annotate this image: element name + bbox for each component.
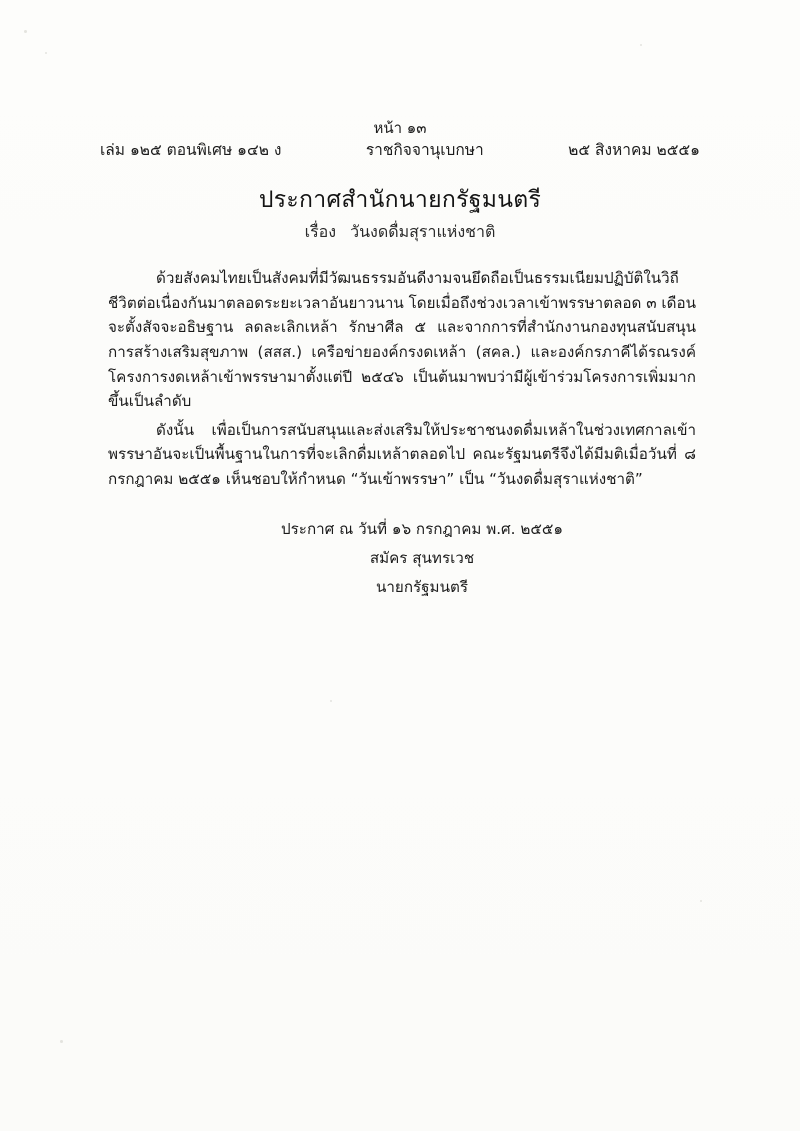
signature-date: ประกาศ ณ วันที่ ๑๖ กรกฎาคม พ.ศ. ๒๕๕๑ [281, 520, 563, 538]
gazette-header [100, 118, 700, 161]
subject-label: เรื่อง [304, 222, 337, 241]
document-body [108, 266, 696, 494]
document-subject [0, 220, 800, 245]
page-title: ประกาศสำนักนายกรัฐมนตรี [258, 187, 542, 213]
signatory-name: สมัคร สุนทรเวช [369, 548, 475, 567]
scan-speck [330, 700, 332, 702]
page-number-label: หน้า ๑๓ [373, 119, 427, 137]
scan-speck [700, 900, 702, 902]
scan-speck [60, 1040, 63, 1043]
publication-date: ๒๕ สิงหาคม ๒๕๕๑ [568, 141, 700, 160]
gazette-name: ราชกิจจานุเบกษา [365, 141, 484, 160]
signatory-role: นายกรัฐมนตรี [376, 577, 468, 596]
gazette-header-row [100, 140, 700, 161]
body-paragraph-1: ด้วยสังคมไทยเป็นสังคมที่มีวัฒนธรรมอันดีงามจนยึดถือเป็นธรรมเนียมปฏิบัติในวิถีชีวิตต่อเนื่องกันมาตลอดระยะเวลาอันยาวนาน โดยเมื่อถึงช่วงเวลาเข้าพรรษาตลอด ๓ เดือน จะตั้งสัจจะอธิษฐาน ลดละเลิกเหล้า รักษาศีล ๕ และจากการที่สำนักงานกองทุนสนับสนุนการสร้างเสริมสุขภาพ (สสส.) เครือข่ายองค์กรงดเหล้า (สคล.) และองค์กรภาคีได้รณรงค์โครงการงดเหล้าเข้าพรรษามาตั้งแต่ปี ๒๕๔๖ เป็นต้นมาพบว่ามีผู้เข้าร่วมโครงการเพิ่มมากขึ้นเป็นลำดับ [108, 269, 696, 411]
volume-info: เล่ม ๑๒๕ ตอนพิเศษ ๑๔๒ ง [100, 141, 282, 160]
scan-speck [45, 52, 47, 54]
signature-block [108, 515, 696, 602]
subject-text: วันงดดื่มสุราแห่งชาติ [350, 222, 496, 241]
scan-speck [24, 30, 27, 33]
scan-speck [640, 44, 642, 46]
body-paragraph-2: ดังนั้น เพื่อเป็นการสนับสนุนและส่งเสริมให้ประชาชนงดดื่มเหล้าในช่วงเทศกาลเข้าพรรษาอันจะเป็นพื้นฐานในการที่จะเลิกดื่มเหล้าตลอดไป คณะรัฐมนตรีจึงได้มีมติเมื่อวันที่ ๘ กรกฎาคม ๒๕๕๑ เห็นชอบให้กำหนด “วันเข้าพรรษา” เป็น “วันงดดื่มสุราแห่งชาติ” [108, 420, 696, 488]
